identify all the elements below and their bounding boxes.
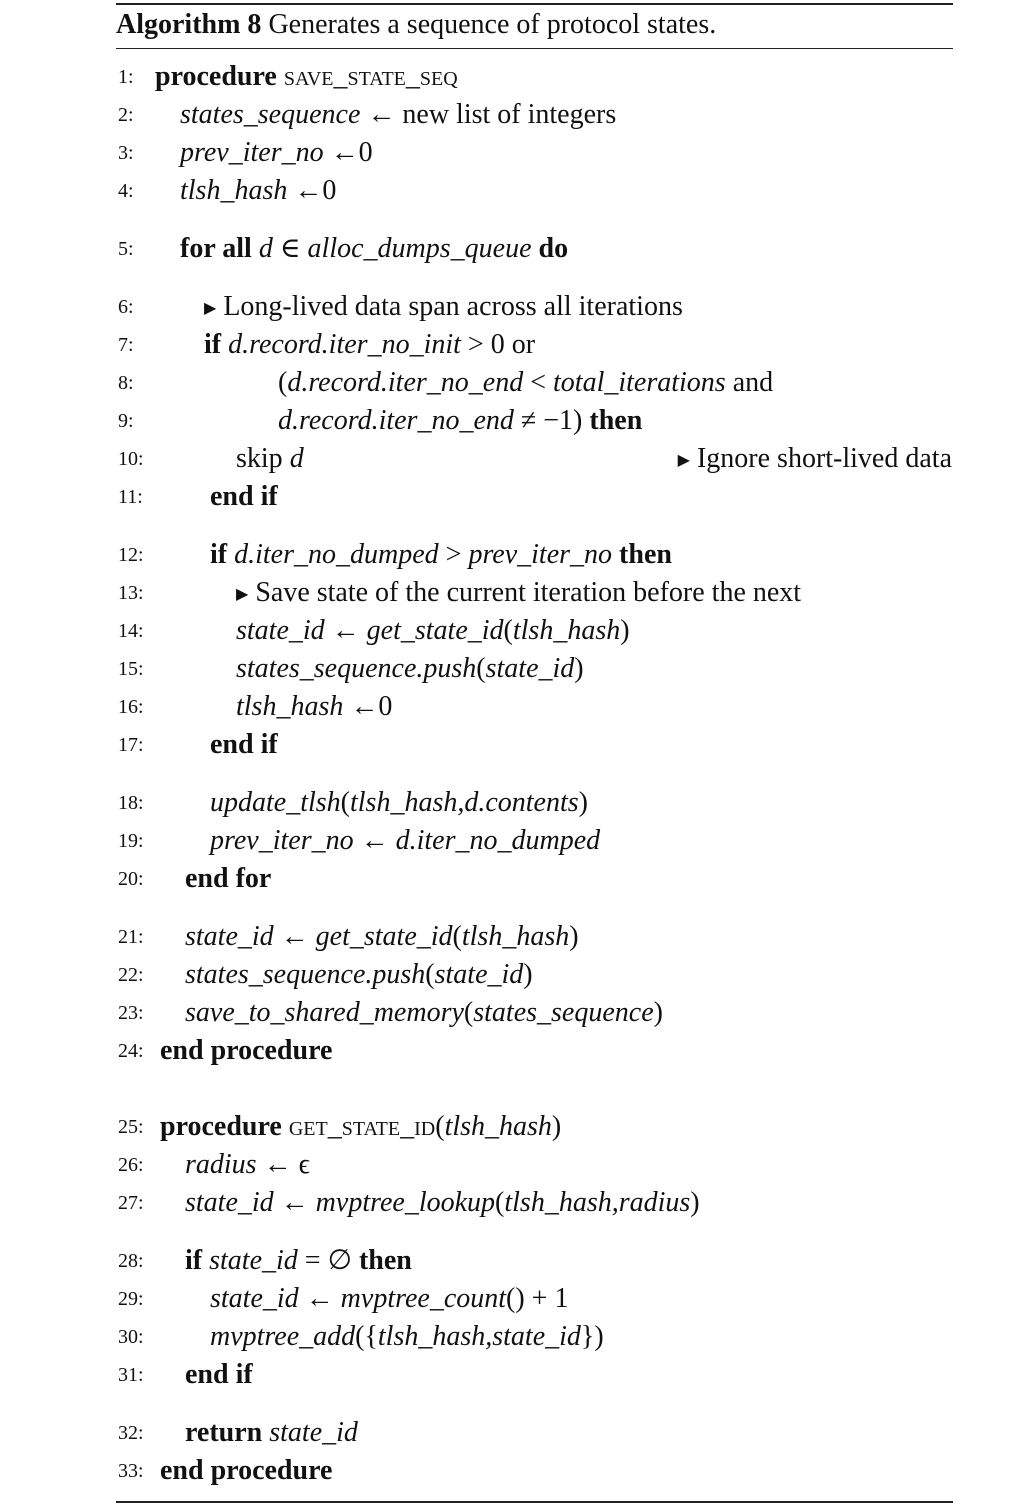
line-number: 25:: [118, 1116, 144, 1138]
algo-line: [0, 288, 1030, 326]
algo-line: [0, 784, 1030, 822]
line-code: radius ← ϵ: [185, 1149, 310, 1180]
line-code: state_id ← get_state_id(tlsh_hash): [236, 615, 630, 646]
line-number: 16:: [118, 696, 144, 718]
line-code: if d.record.iter_no_init > 0 or: [204, 329, 536, 360]
algo-line: [0, 822, 1030, 860]
line-number: 3:: [118, 142, 134, 164]
algo-line: [0, 726, 1030, 764]
algo-line: [0, 1146, 1030, 1184]
algo-line: [0, 440, 1030, 478]
line-code: return state_id: [185, 1417, 358, 1448]
line-number: 10:: [118, 448, 144, 470]
algo-line: [0, 1108, 1030, 1146]
algo-line: [0, 1356, 1030, 1394]
bottom-rule: [116, 1501, 953, 1503]
line-number: 23:: [118, 1002, 144, 1024]
line-code: update_tlsh(tlsh_hash,d.contents): [210, 787, 588, 818]
line-number: 15:: [118, 658, 144, 680]
line-number: 29:: [118, 1288, 144, 1310]
line-code: prev_iter_no ←0: [180, 137, 373, 168]
algo-line: [0, 134, 1030, 172]
line-code: state_id ← get_state_id(tlsh_hash): [185, 921, 579, 952]
line-number: 12:: [118, 544, 144, 566]
line-number: 7:: [118, 334, 134, 356]
line-number: 6:: [118, 296, 134, 318]
algo-line: [0, 478, 1030, 516]
line-code: ▶ Long-lived data span across all iterations: [204, 291, 683, 322]
line-number: 4:: [118, 180, 134, 202]
algo-line: [0, 172, 1030, 210]
line-code: if d.iter_no_dumped > prev_iter_no then: [210, 539, 672, 570]
line-code: end procedure: [160, 1455, 333, 1486]
line-code: states_sequence.push(state_id): [185, 959, 533, 990]
algo-line: [0, 860, 1030, 898]
algorithm-label: Algorithm 8: [116, 9, 262, 40]
line-number: 13:: [118, 582, 144, 604]
algo-line: [0, 956, 1030, 994]
line-code: end if: [185, 1359, 253, 1390]
line-code: mvptree_add({tlsh_hash,state_id}): [210, 1321, 604, 1352]
algo-line: [0, 58, 1030, 96]
line-number: 20:: [118, 868, 144, 890]
line-number: 18:: [118, 792, 144, 814]
top-rule: [116, 3, 953, 5]
line-number: 2:: [118, 104, 134, 126]
line-code: if state_id = ∅ then: [185, 1245, 412, 1276]
line-number: 26:: [118, 1154, 144, 1176]
line-number: 9:: [118, 410, 134, 432]
line-number: 5:: [118, 238, 134, 260]
line-code: states_sequence.push(state_id): [236, 653, 584, 684]
algo-line: [0, 918, 1030, 956]
algo-line: [0, 612, 1030, 650]
line-number: 28:: [118, 1250, 144, 1272]
algo-line: [0, 574, 1030, 612]
line-code: skip d: [236, 443, 304, 474]
algo-line: [0, 1184, 1030, 1222]
line-code: for all d ∈ alloc_dumps_queue do: [180, 233, 569, 264]
algo-line: [0, 650, 1030, 688]
line-number: 27:: [118, 1192, 144, 1214]
line-number: 21:: [118, 926, 144, 948]
algo-line: [0, 1318, 1030, 1356]
line-number: 19:: [118, 830, 144, 852]
line-code: states_sequence ← new list of integers: [180, 99, 617, 130]
line-number: 8:: [118, 372, 134, 394]
line-code: (d.record.iter_no_end < total_iterations and: [278, 367, 774, 398]
algo-line: [0, 364, 1030, 402]
line-number: 11:: [118, 486, 143, 508]
line-code: tlsh_hash ←0: [180, 175, 337, 206]
line-code: state_id ← mvptree_count() + 1: [210, 1283, 569, 1314]
algo-line: [0, 1032, 1030, 1070]
algo-line: [0, 1452, 1030, 1490]
algo-line: [0, 1242, 1030, 1280]
algo-line: [0, 1280, 1030, 1318]
line-number: 14:: [118, 620, 144, 642]
line-code: procedure save_state_seq: [155, 61, 458, 92]
algo-line: [0, 688, 1030, 726]
algo-line: [0, 96, 1030, 134]
algo-line: [0, 1414, 1030, 1452]
algo-line: [0, 326, 1030, 364]
algo-line: [0, 230, 1030, 268]
line-code: end for: [185, 863, 272, 894]
line-number: 32:: [118, 1422, 144, 1444]
line-number: 22:: [118, 964, 144, 986]
line-number: 33:: [118, 1460, 144, 1482]
line-code: end if: [210, 481, 278, 512]
algo-line: [0, 402, 1030, 440]
line-number: 30:: [118, 1326, 144, 1348]
line-code: ▶ Save state of the current iteration before the next: [236, 577, 802, 608]
line-number: 17:: [118, 734, 144, 756]
line-code: end if: [210, 729, 278, 760]
caption-rule: [116, 48, 953, 49]
line-code: procedure get_state_id(tlsh_hash): [160, 1111, 562, 1142]
algorithm-caption: [116, 8, 716, 42]
algo-line: [0, 994, 1030, 1032]
line-comment: ▶ Ignore short-lived data: [677, 443, 952, 474]
line-number: 31:: [118, 1364, 144, 1386]
line-number: 24:: [118, 1040, 144, 1062]
line-code: d.record.iter_no_end ≠ −1) then: [278, 405, 643, 436]
line-code: prev_iter_no ← d.iter_no_dumped: [210, 825, 601, 856]
algorithm-title: Generates a sequence of protocol states.: [268, 9, 717, 40]
algo-line: [0, 536, 1030, 574]
line-code: state_id ← mvptree_lookup(tlsh_hash,radius): [185, 1187, 700, 1218]
line-number: 1:: [118, 66, 134, 88]
line-code: tlsh_hash ←0: [236, 691, 393, 722]
line-code: end procedure: [160, 1035, 333, 1066]
line-code: save_to_shared_memory(states_sequence): [185, 997, 663, 1028]
